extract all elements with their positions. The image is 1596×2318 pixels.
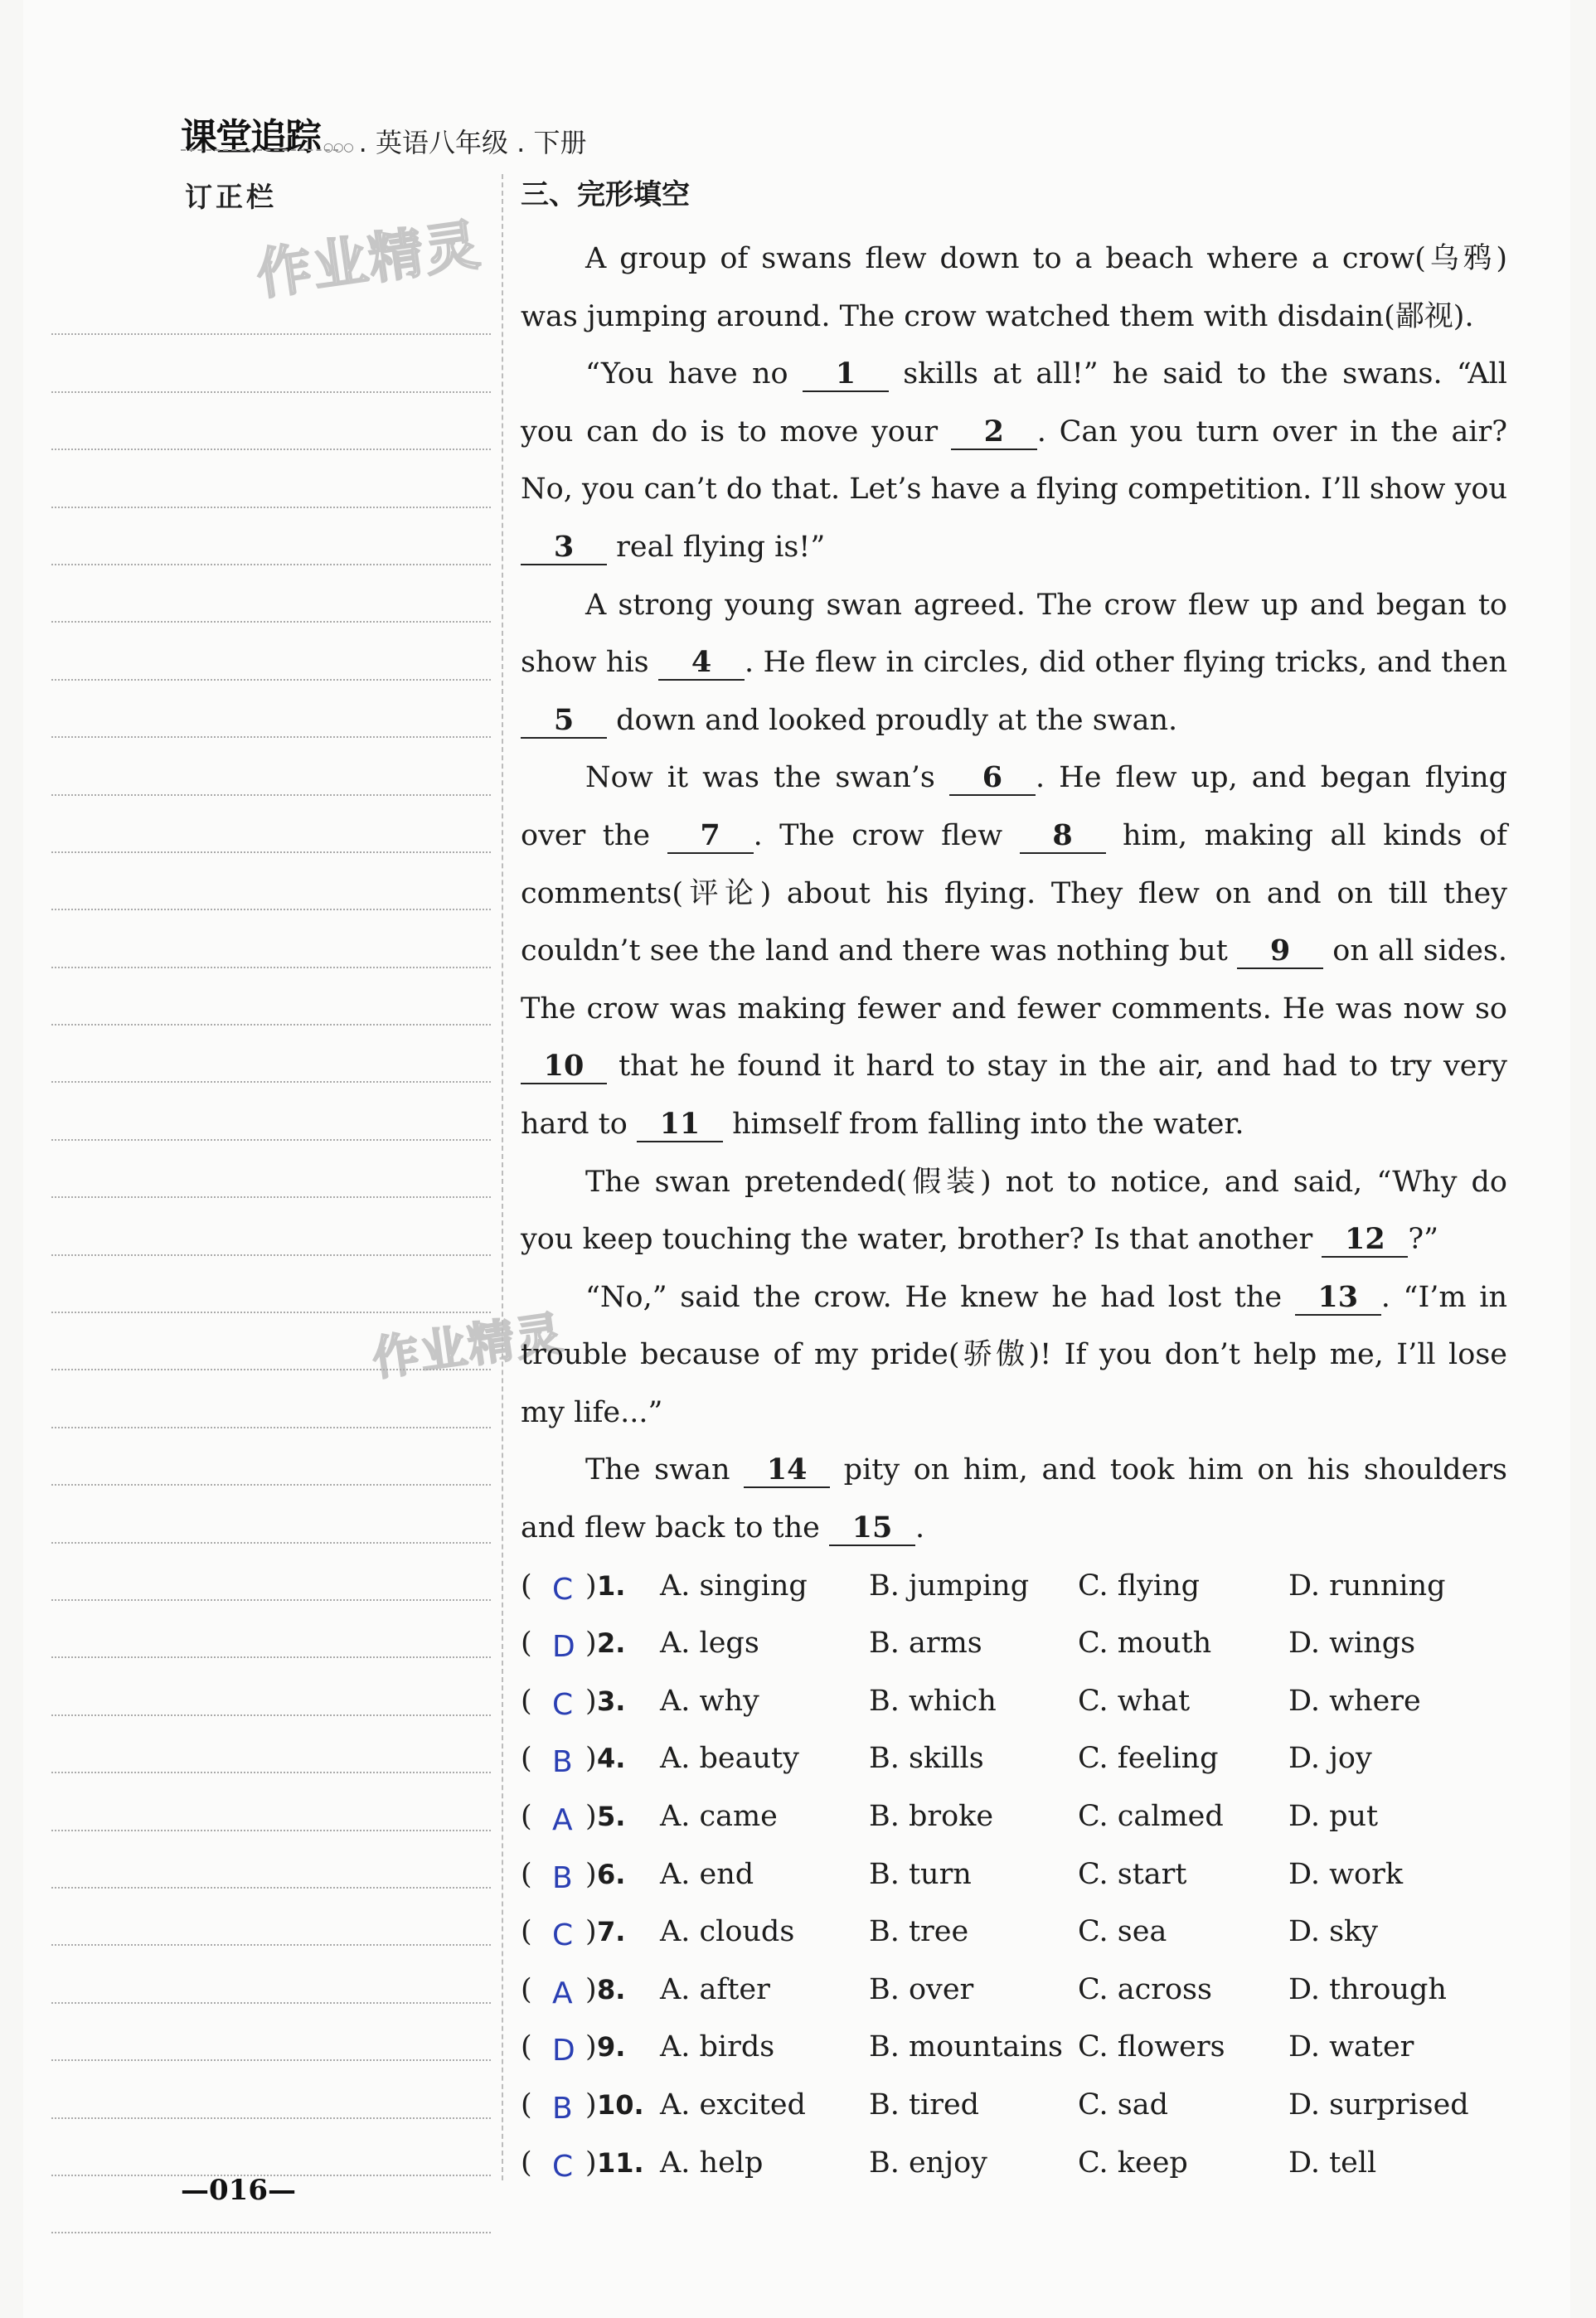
question-row: ( C ) 3. A. why B. which C. what D. where	[521, 1673, 1507, 1731]
blank-9[interactable]: 9	[1237, 934, 1323, 969]
option-a[interactable]: A. legs	[660, 1627, 759, 1661]
question-number: 3.	[597, 1685, 626, 1717]
question-number: 1.	[597, 1569, 626, 1602]
brand-logo: 课堂追踪	[181, 116, 320, 158]
option-c[interactable]: C. start	[1078, 1857, 1187, 1891]
option-a[interactable]: A. after	[660, 1972, 770, 2006]
blank-4[interactable]: 4	[658, 646, 745, 681]
option-d[interactable]: D. through	[1288, 1972, 1447, 2006]
question-number: 6.	[597, 1858, 626, 1890]
question-number: 2.	[597, 1627, 626, 1660]
option-d[interactable]: D. running	[1288, 1569, 1446, 1603]
option-b[interactable]: B. which	[869, 1684, 997, 1718]
column-divider	[502, 174, 503, 2180]
answer-mark[interactable]: A	[552, 1976, 573, 2010]
blank-10[interactable]: 10	[521, 1050, 607, 1084]
option-c[interactable]: C. sea	[1078, 1915, 1167, 1949]
blank-8[interactable]: 8	[1020, 819, 1106, 854]
passage-paragraph: “You have no 1 skills at all!” he said to the swans. “All you can do is to move your 2 . Can you turn over in the air? No, you can’t do that. Let’s have a flying competition. I’ll show you 3 real flying is!”	[521, 356, 1507, 564]
answer-mark[interactable]: B	[552, 1745, 573, 1780]
question-row: ( A ) 8. A. after B. over C. across D. through	[521, 1962, 1507, 2020]
option-d[interactable]: D. tell	[1288, 2146, 1377, 2180]
brand-dots-decoration: ○○○	[323, 141, 354, 154]
option-d[interactable]: D. surprised	[1288, 2088, 1469, 2122]
option-a[interactable]: A. birds	[660, 2030, 775, 2064]
blank-5[interactable]: 5	[521, 704, 607, 739]
option-a[interactable]: A. end	[660, 1857, 754, 1891]
option-a[interactable]: A. came	[660, 1800, 778, 1834]
workbook-page	[23, 0, 1570, 2318]
option-d[interactable]: D. wings	[1288, 1627, 1416, 1661]
option-b[interactable]: B. tired	[869, 2088, 980, 2122]
blank-12[interactable]: 12	[1322, 1223, 1408, 1258]
question-row: ( A ) 5. A. came B. broke C. calmed D. put	[521, 1788, 1507, 1846]
section-title: 三、完形填空	[521, 178, 690, 211]
passage-paragraph: The swan 14 pity on him, and took him on his shoulders and flew back to the 15 .	[521, 1452, 1507, 1545]
option-b[interactable]: B. skills	[869, 1742, 984, 1776]
answer-mark[interactable]: C	[552, 1918, 574, 1953]
question-number: 10.	[597, 2089, 644, 2121]
passage-paragraph: “No,” said the crow. He knew he had lost the 13 . “I’m in trouble because of my pride(骄傲)! If you don’t help me, I’ll lose my life...”	[521, 1279, 1507, 1429]
option-a[interactable]: A. clouds	[660, 1915, 795, 1949]
blank-3[interactable]: 3	[521, 531, 607, 565]
watermark: 作业精灵	[369, 1307, 568, 1387]
question-number: 5.	[597, 1801, 626, 1833]
option-c[interactable]: C. what	[1078, 1684, 1191, 1718]
option-a[interactable]: A. help	[660, 2146, 764, 2180]
option-b[interactable]: B. tree	[869, 1915, 969, 1949]
question-number: 8.	[597, 1973, 626, 2005]
question-row: ( C ) 1. A. singing B. jumping C. flying D. running	[521, 1558, 1507, 1616]
option-a[interactable]: A. why	[660, 1684, 759, 1718]
option-c[interactable]: C. feeling	[1078, 1742, 1219, 1776]
blank-13[interactable]: 13	[1295, 1281, 1381, 1316]
answer-mark[interactable]: C	[552, 1572, 574, 1607]
question-row: ( D ) 9. A. birds B. mountains C. flowers D. water	[521, 2019, 1507, 2077]
option-c[interactable]: C. keep	[1078, 2146, 1188, 2180]
question-row: ( C ) 11. A. help B. enjoy C. keep D. tell	[521, 2135, 1507, 2193]
passage-paragraph: Now it was the swan’s 6 . He flew up, and began flying over the 7 . The crow flew 8 him, making all kinds of comments(评论) about his flying. They flew on and on till they couldn’t see the land and there was nothing but 9 on all sides. The crow was making fewer and fewer comments. He was now so 10 that he found it hard to stay in the air, and had to try very hard to 11 himself from falling into the water.	[521, 760, 1508, 1141]
blank-1[interactable]: 1	[803, 357, 889, 392]
question-row: ( B ) 4. A. beauty B. skills C. feeling D. joy	[521, 1730, 1507, 1788]
answer-mark[interactable]: D	[552, 1630, 575, 1665]
question-number: 9.	[597, 2031, 626, 2063]
answer-mark[interactable]: A	[552, 1803, 573, 1838]
correction-column-label: 订正栏	[185, 181, 277, 213]
option-d[interactable]: D. where	[1288, 1684, 1421, 1718]
option-b[interactable]: B. over	[869, 1972, 974, 2006]
header-underline	[181, 149, 338, 151]
option-a[interactable]: A. beauty	[660, 1742, 799, 1776]
passage-paragraph: A group of swans flew down to a beach where a crow(乌鸦) was jumping around. The crow watched them with disdain(鄙视).	[521, 242, 1507, 333]
question-number: 4.	[597, 1743, 626, 1775]
option-a[interactable]: A. singing	[660, 1569, 808, 1603]
passage-paragraph: The swan pretended(假装) not to notice, and said, “Why do you keep touching the water, brother? Is that another 12 ?”	[521, 1165, 1507, 1257]
option-c[interactable]: C. flying	[1078, 1569, 1201, 1603]
option-b[interactable]: B. jumping	[869, 1569, 1030, 1603]
option-c[interactable]: C. sad	[1078, 2088, 1169, 2122]
question-number: 7.	[597, 1916, 626, 1948]
option-c[interactable]: C. calmed	[1078, 1800, 1224, 1834]
question-row: ( B ) 10. A. excited B. tired C. sad D. surprised	[521, 2077, 1507, 2135]
option-b[interactable]: B. mountains	[869, 2030, 1063, 2064]
option-b[interactable]: B. enjoy	[869, 2146, 987, 2180]
page-number: —016—	[181, 2174, 296, 2207]
question-row: ( D ) 2. A. legs B. arms C. mouth D. wings	[521, 1615, 1507, 1673]
question-list	[521, 1558, 1507, 2193]
answer-mark[interactable]: C	[552, 1687, 574, 1722]
passage-paragraph: A strong young swan agreed. The crow flew up and began to show his 4 . He flew in circles, did other flying tricks, and then 5 down and looked proudly at the swan.	[521, 588, 1507, 737]
question-row: ( B ) 6. A. end B. turn C. start D. work	[521, 1846, 1507, 1904]
option-b[interactable]: B. broke	[869, 1800, 994, 1834]
blank-6[interactable]: 6	[949, 761, 1036, 796]
option-c[interactable]: C. flowers	[1078, 2030, 1225, 2064]
blank-15[interactable]: 15	[829, 1511, 915, 1546]
answer-mark[interactable]: B	[552, 2092, 573, 2126]
option-d[interactable]: D. sky	[1288, 1915, 1379, 1949]
option-a[interactable]: A. excited	[660, 2088, 806, 2122]
cloze-section	[521, 174, 1507, 2192]
option-d[interactable]: D. joy	[1288, 1742, 1372, 1776]
question-row: ( C ) 7. A. clouds B. tree C. sea D. sky	[521, 1903, 1507, 1962]
correction-lines	[51, 278, 491, 2233]
option-b[interactable]: B. arms	[869, 1627, 982, 1661]
answer-mark[interactable]: D	[552, 2034, 575, 2068]
option-c[interactable]: C. across	[1078, 1972, 1212, 2006]
blank-2[interactable]: 2	[951, 415, 1037, 450]
blank-14[interactable]: 14	[744, 1453, 830, 1488]
option-b[interactable]: B. turn	[869, 1857, 972, 1891]
question-number: 11.	[597, 2146, 644, 2179]
option-d[interactable]: D. put	[1288, 1800, 1379, 1834]
blank-11[interactable]: 11	[637, 1108, 723, 1142]
page-header	[181, 106, 587, 156]
option-c[interactable]: C. mouth	[1078, 1627, 1212, 1661]
blank-7[interactable]: 7	[667, 819, 754, 854]
watermark: 作业精灵	[252, 212, 485, 308]
answer-mark[interactable]: B	[552, 1860, 573, 1895]
answer-mark[interactable]: C	[552, 2149, 574, 2184]
book-subtitle: . 英语八年级 . 下册	[358, 127, 587, 158]
option-d[interactable]: D. work	[1288, 1857, 1404, 1891]
option-d[interactable]: D. water	[1288, 2030, 1414, 2064]
